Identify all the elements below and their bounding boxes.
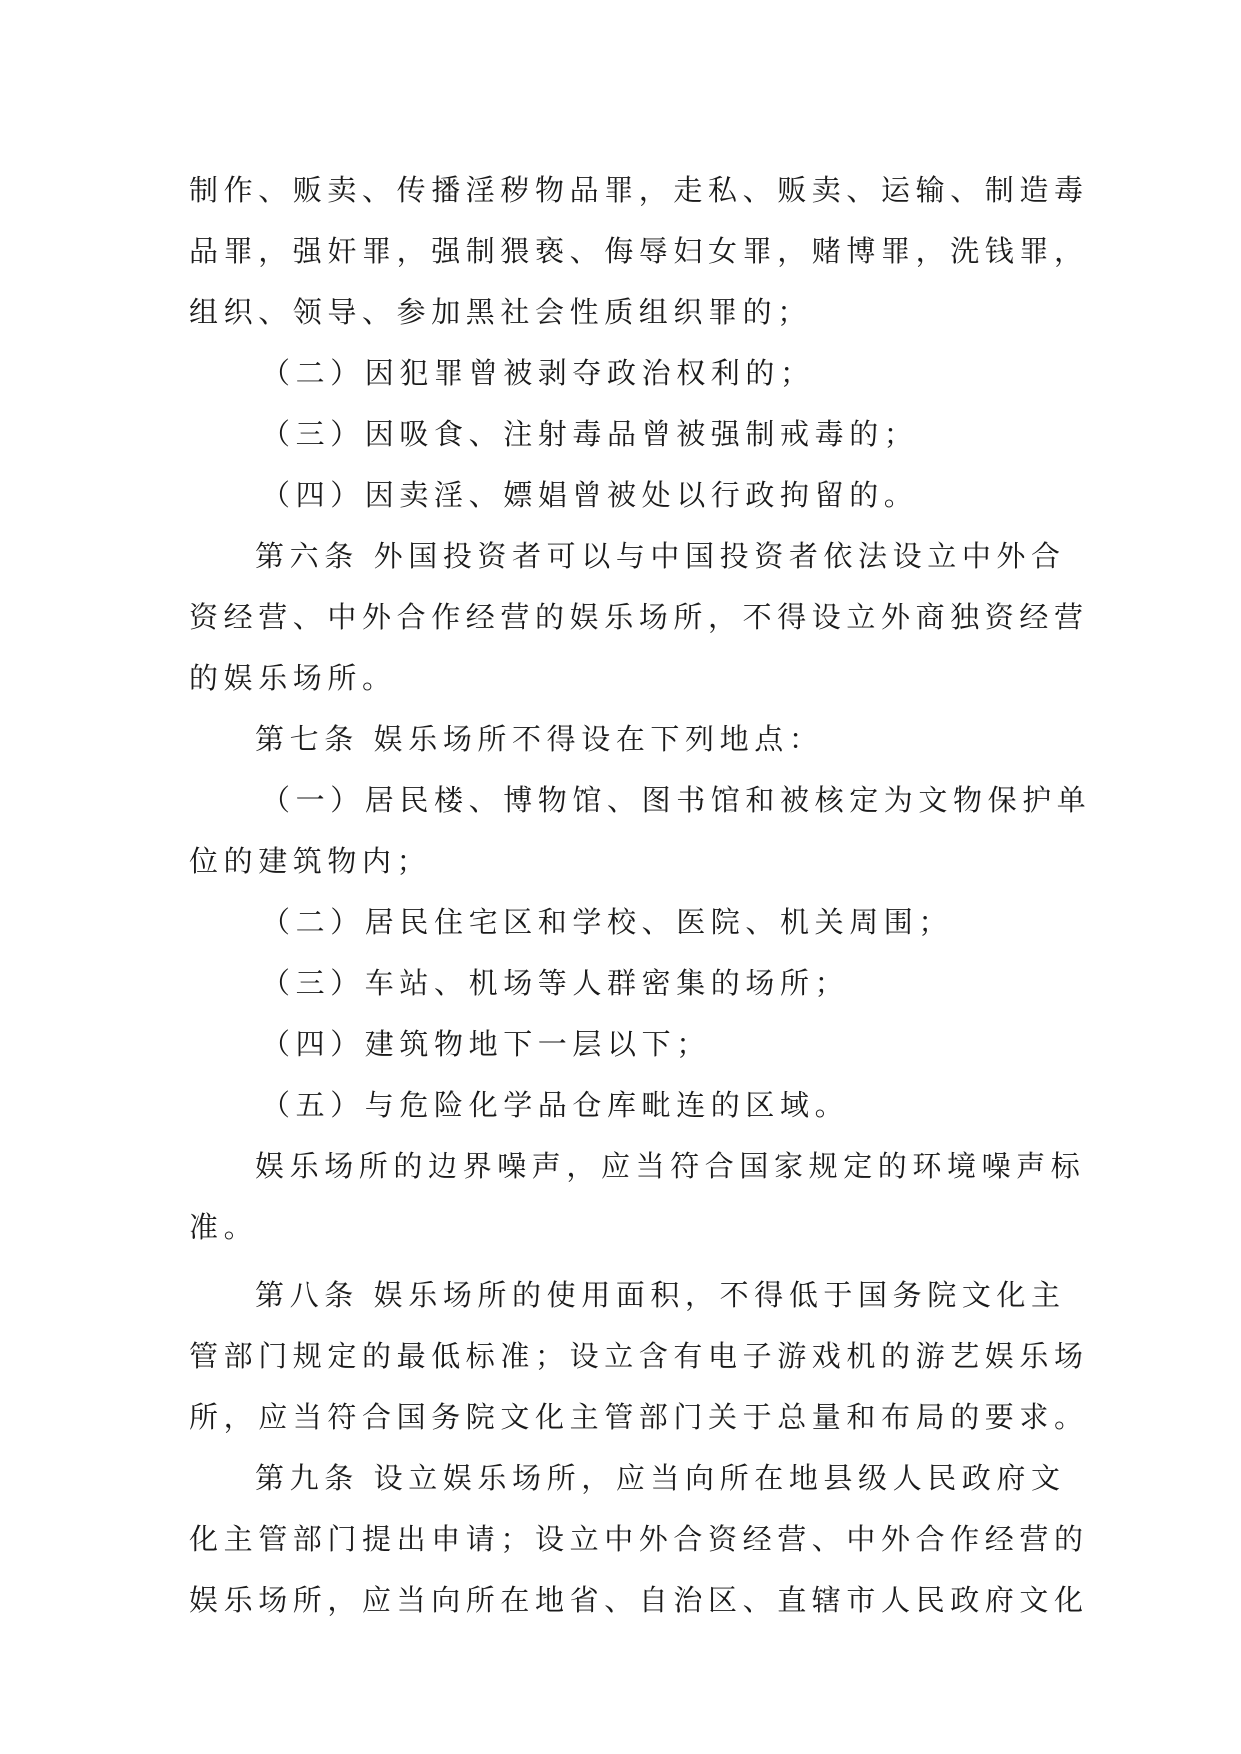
text-line: 的娱乐场所。: [189, 661, 397, 695]
list-item: （四）建筑物地下一层以下；: [261, 1027, 711, 1061]
text-line: 娱乐场所，应当向所在地省、自治区、直辖市人民政府文化: [189, 1583, 1089, 1617]
text-line: 管部门规定的最低标准；设立含有电子游戏机的游艺娱乐场: [189, 1339, 1089, 1373]
text-line: 品罪，强奸罪，强制猥亵、侮辱妇女罪，赌博罪，洗钱罪，: [189, 234, 1089, 268]
list-item: （二）因犯罪曾被剥夺政治权利的；: [261, 356, 815, 390]
list-item: （三）因吸食、注射毒品曾被强制戒毒的；: [261, 417, 919, 451]
article-heading-line: 第八条 娱乐场所的使用面积，不得低于国务院文化主: [255, 1278, 1066, 1312]
article-heading-line: 第九条 设立娱乐场所，应当向所在地县级人民政府文: [255, 1461, 1066, 1495]
text-line: 准。: [189, 1210, 259, 1244]
text-line: 制作、贩卖、传播淫秽物品罪，走私、贩卖、运输、制造毒: [189, 173, 1089, 207]
article-heading-line: 第七条 娱乐场所不得设在下列地点：: [255, 722, 824, 756]
list-item: （二）居民住宅区和学校、医院、机关周围；: [261, 905, 954, 939]
article-heading-line: 第六条 外国投资者可以与中国投资者依法设立中外合: [255, 539, 1066, 573]
paragraph-line: 娱乐场所的边界噪声，应当符合国家规定的环境噪声标: [255, 1149, 1086, 1183]
list-item: （一）居民楼、博物馆、图书馆和被核定为文物保护单: [261, 783, 1092, 817]
text-line: 所，应当符合国务院文化主管部门关于总量和布局的要求。: [189, 1400, 1089, 1434]
text-line: 组织、领导、参加黑社会性质组织罪的；: [189, 295, 812, 329]
list-item: （四）因卖淫、嫖娼曾被处以行政拘留的。: [261, 478, 919, 512]
list-item: （三）车站、机场等人群密集的场所；: [261, 966, 850, 1000]
document-body: [189, 160, 1092, 1631]
list-item: （五）与危险化学品仓库毗连的区域。: [261, 1088, 850, 1122]
text-line: 化主管部门提出申请；设立中外合资经营、中外合作经营的: [189, 1522, 1089, 1556]
text-line: 位的建筑物内；: [189, 844, 432, 878]
text-line: 资经营、中外合作经营的娱乐场所，不得设立外商独资经营: [189, 600, 1089, 634]
